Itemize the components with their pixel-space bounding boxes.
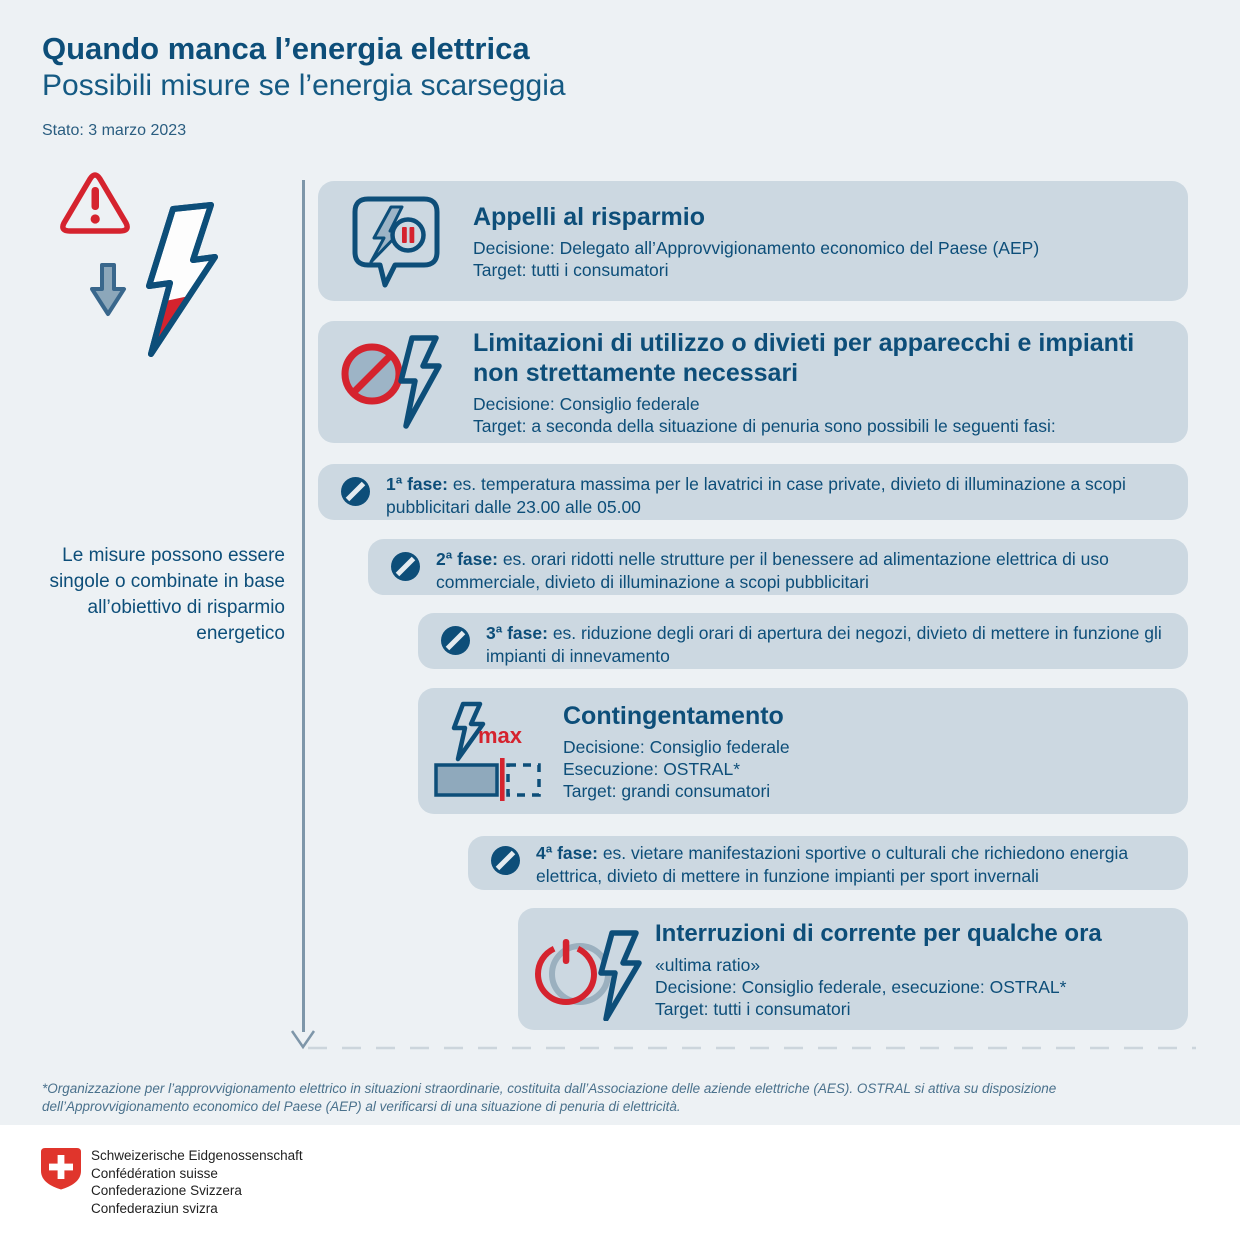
timeline-line: [302, 180, 305, 1032]
card-contingentamento: [418, 688, 1188, 814]
status-date: Stato: 3 marzo 2023: [42, 122, 187, 139]
card-contingentamento-esecuzione: Esecuzione: OSTRAL*: [563, 758, 741, 779]
lightning-bolt-icon: [149, 205, 215, 354]
card-interruzioni-decisione: Decisione: Consiglio federale, esecuzione: OSTRAL*: [655, 976, 1067, 997]
card-contingentamento-decisione: Decisione: Consiglio federale: [563, 736, 790, 757]
fase-1-text: 1ª fase: es. temperatura massima per le lavatrici in case private, divieto di illuminazione a scopi pubblicitari dalle 23.00 alle 05.00: [386, 474, 1126, 517]
card-contingentamento-title: Contingentamento: [563, 701, 784, 730]
header: [42, 30, 566, 105]
no-sign-icon: [390, 551, 421, 582]
no-sign-icon: [490, 845, 521, 876]
dashed-separator: [308, 1046, 1196, 1050]
swiss-coat-of-arms-icon: [40, 1147, 82, 1191]
card-fase-3: [418, 613, 1188, 669]
card-appelli-target: Target: tutti i consumatori: [473, 259, 669, 280]
quota-battery-icon: [433, 701, 548, 801]
card-appelli-title: Appelli al risparmio: [473, 202, 706, 231]
warning-triangle-icon: [63, 175, 127, 231]
footnote: *Organizzazione per l’approvvigionamento elettrico in situazioni straordinarie, costituita dall’Associazione delle aziende elettriche (AES). OSTRAL si attiva su disposizione dell’Approvvigionamento economico del Paese (AEP) al verificarsi di una situazione di penuria di elettricità.: [42, 1081, 1057, 1114]
card-interruzioni-target: Target: tutti i consumatori: [655, 998, 851, 1019]
card-limitazioni: [318, 321, 1188, 443]
footer: [0, 1125, 1240, 1240]
side-note: Le misure possono essere singole o combinate in base all’obiettivo di risparmio energetico: [49, 545, 285, 644]
card-interruzioni-ultima-ratio: «ultima ratio»: [655, 954, 761, 975]
card-fase-1: [318, 464, 1188, 520]
card-appelli-decisione: Decisione: Delegato all’Approvvigionamento economico del Paese (AEP): [473, 237, 1040, 258]
card-appelli: [318, 181, 1188, 301]
card-limitazioni-decisione: Decisione: Consiglio federale: [473, 393, 700, 414]
prohibited-lightning-icon: [340, 332, 452, 432]
max-label: max: [478, 723, 523, 748]
power-shortage-illustration: [52, 165, 282, 375]
down-arrow-icon: [92, 265, 124, 314]
page-subtitle: Possibili misure se l’energia scarseggia: [42, 69, 566, 102]
card-fase-4: [468, 836, 1188, 890]
fase-3-text: 3ª fase: es. riduzione degli orari di apertura dei negozi, divieto di mettere in funzione gli impianti di innevamento: [486, 623, 1162, 666]
card-limitazioni-title: Limitazioni di utilizzo o divieti per apparecchi e impianti non strettamente necessari: [473, 328, 1135, 387]
page-title: Quando manca l’energia elettrica: [42, 31, 530, 66]
fase-2-text: 2ª fase: es. orari ridotti nelle strutture per il benessere ad alimentazione elettrica di uso commerciale, divieto di illuminazione a scopi pubblicitari: [436, 549, 1109, 592]
card-interruzioni-title: Interruzioni di corrente per qualche ora: [655, 919, 1102, 947]
card-interruzioni: [518, 908, 1188, 1030]
confederation-wordmark: Schweizerische Eidgenossenschaft Confédération suisse Confederazione Svizzera Confederaziun svizra: [91, 1148, 303, 1216]
speech-bubble-pause-icon: [346, 192, 446, 290]
power-off-lightning-icon: [528, 917, 646, 1021]
card-contingentamento-target: Target: grandi consumatori: [563, 780, 771, 801]
no-sign-icon: [340, 476, 371, 507]
fase-4-text: 4ª fase: es. vietare manifestazioni sportive o culturali che richiedono energia elettrica, divieto di mettere in funzione impianti per sport invernali: [536, 843, 1129, 886]
card-fase-2: [368, 539, 1188, 595]
no-sign-icon: [440, 625, 471, 656]
card-limitazioni-target: Target: a seconda della situazione di penuria sono possibili le seguenti fasi:: [473, 415, 1056, 436]
